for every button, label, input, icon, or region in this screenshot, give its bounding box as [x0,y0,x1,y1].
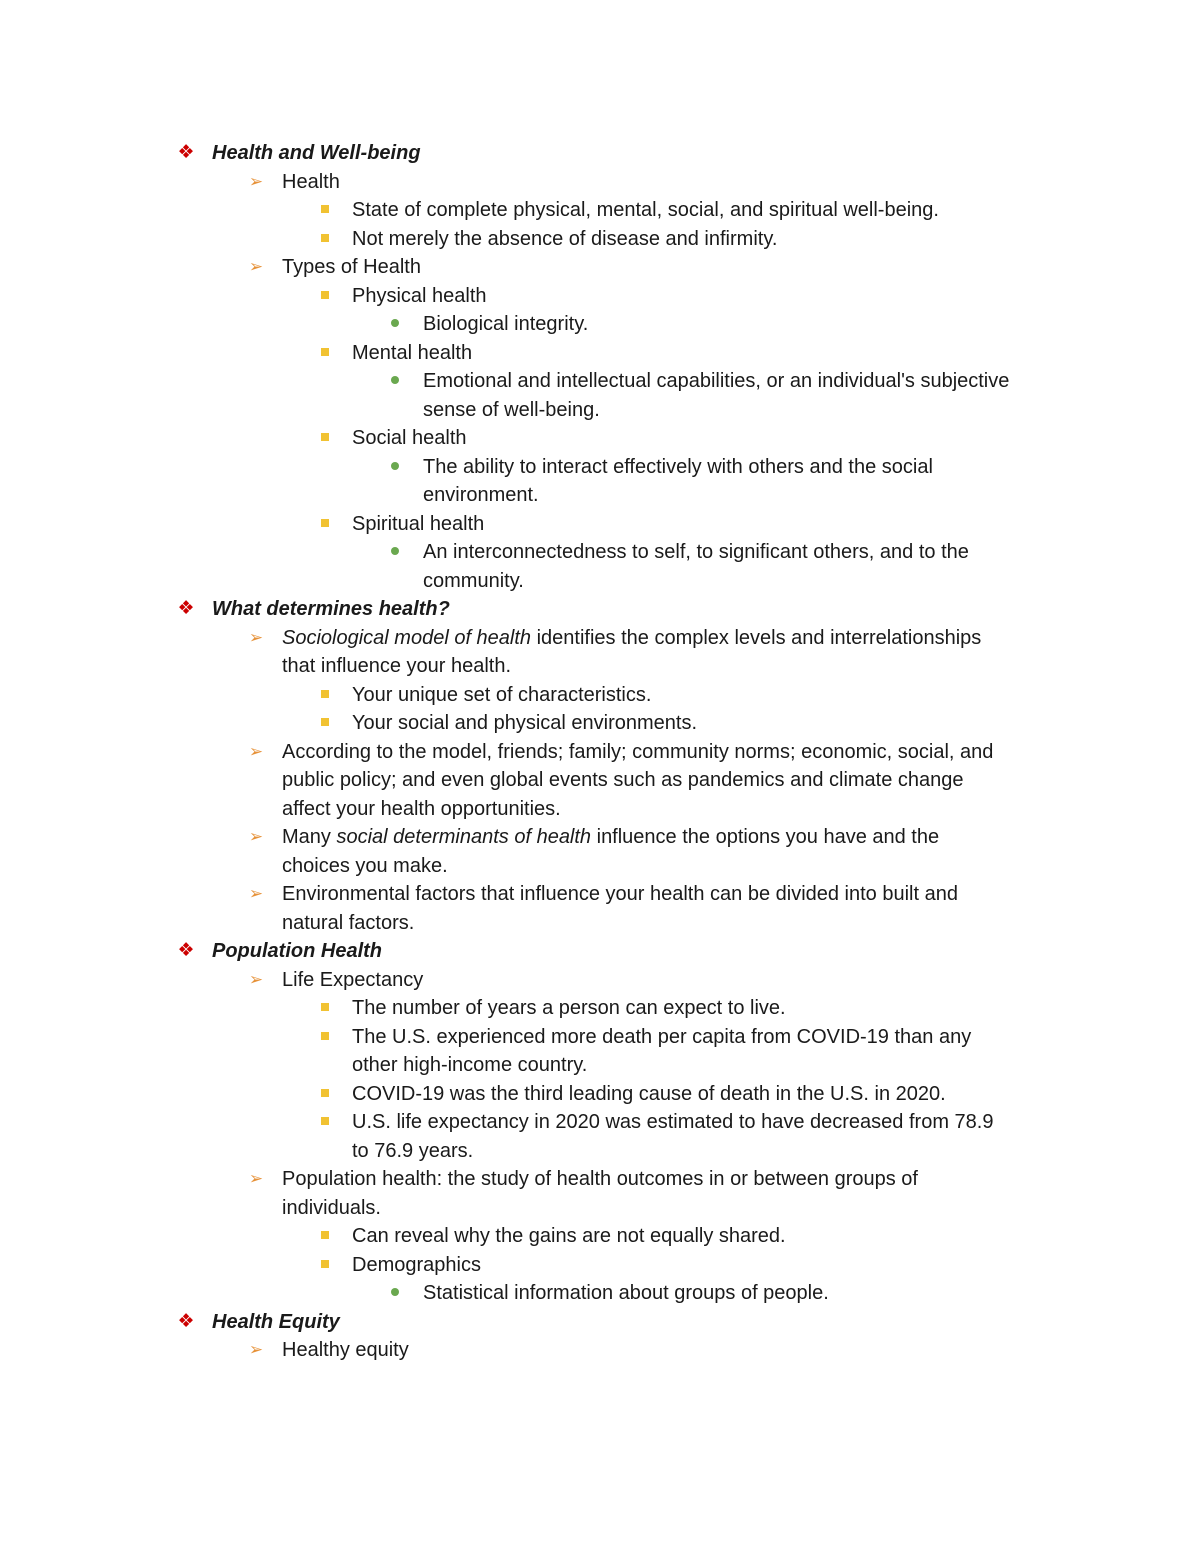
list-item: The number of years a person can expect to live. [0,994,1200,1023]
circle-bullet-icon [388,538,402,567]
list-item: Spiritual health [0,510,1200,539]
list-item: Mental health [0,339,1200,368]
list-item-continuation: choices you make. [282,854,448,877]
emphasis-text: social determinants of health [336,826,592,848]
circle-bullet-icon [388,367,402,396]
list-item-continuation: sense of well-being. [423,398,600,421]
arrowhead-bullet-icon: ➢ [248,257,264,276]
list-item: ➢ According to the model, friends; family; community norms; economic, social, and [0,738,1200,767]
square-bullet-icon [318,196,332,225]
list-item: The ability to interact effectively with others and the social [0,453,1200,482]
list-item: Social health [0,424,1200,453]
list-item: Not merely the absence of disease and infirmity. [0,225,1200,254]
emphasis-text: Sociological model of health [282,626,532,649]
list-item: Your social and physical environments. [0,709,1200,738]
list-item-continuation: individuals. [282,1196,381,1219]
list-item-continuation: natural factors. [282,911,415,934]
diamond-bullet-icon: ❖ [177,598,195,619]
square-bullet-icon [318,225,332,254]
list-item: Can reveal why the gains are not equally shared. [0,1222,1200,1251]
square-bullet-icon [318,1023,332,1052]
square-bullet-icon [318,1251,332,1280]
list-item: ➢ Environmental factors that influence your health can be divided into built and [0,880,1200,909]
square-bullet-icon [318,339,332,368]
arrowhead-bullet-icon: ➢ [248,884,264,903]
square-bullet-icon [318,1222,332,1251]
diamond-bullet-icon: ❖ [177,940,195,961]
list-item: ➢ Healthy equity [0,1336,1200,1365]
list-item: U.S. life expectancy in 2020 was estimated to have decreased from 78.9 [0,1108,1200,1137]
square-bullet-icon [318,424,332,453]
section-heading [0,139,1200,168]
list-item: Biological integrity. [0,310,1200,339]
heading-text: Health and Well-being [212,142,421,164]
square-bullet-icon [318,510,332,539]
list-item-continuation: environment. [423,484,539,506]
list-item: Your unique set of characteristics. [0,681,1200,710]
heading-text: What determines health? [212,598,450,620]
arrowhead-bullet-icon: ➢ [248,827,264,846]
circle-bullet-icon [388,453,402,482]
list-item: ➢ Sociological model of health identifies the complex levels and interrelationships [0,624,1200,653]
list-item: ➢ Population health: the study of health outcomes in or between groups of [0,1165,1200,1194]
list-item-continuation: that influence your health. [282,655,512,677]
list-item: ➢ Life Expectancy [0,966,1200,995]
square-bullet-icon [318,1108,332,1137]
diamond-bullet-icon: ❖ [177,142,195,163]
section-heading [0,937,1200,966]
square-bullet-icon [318,681,332,710]
square-bullet-icon [318,994,332,1023]
list-item-continuation: affect your health opportunities. [282,797,561,820]
heading-text: Health Equity [212,1310,340,1333]
circle-bullet-icon [388,1279,402,1308]
list-item: An interconnectedness to self, to significant others, and to the [0,538,1200,567]
list-item: The U.S. experienced more death per capita from COVID-19 than any [0,1023,1200,1052]
list-item-continuation: community. [423,569,524,592]
list-item: Demographics [0,1251,1200,1280]
arrowhead-bullet-icon: ➢ [248,741,264,761]
list-item: ➢ Types of Health [0,253,1200,282]
square-bullet-icon [318,282,332,311]
list-item: ➢ Many social determinants of health influence the options you have and the [0,823,1200,852]
heading-text: Population Health [212,940,382,962]
list-item: State of complete physical, mental, social, and spiritual well-being. [0,196,1200,225]
circle-bullet-icon [388,310,402,339]
list-item: Emotional and intellectual capabilities, or an individual's subjective [0,367,1200,396]
section-heading [0,595,1200,624]
square-bullet-icon [318,709,332,738]
list-item-continuation: other high-income country. [352,1054,588,1076]
list-item: COVID-19 was the third leading cause of death in the U.S. in 2020. [0,1080,1200,1109]
arrowhead-bullet-icon: ➢ [248,969,264,989]
arrowhead-bullet-icon: ➢ [248,171,264,191]
list-item-continuation: to 76.9 years. [352,1139,474,1162]
document-page [0,139,1200,1365]
list-item: ➢ Health [0,168,1200,197]
list-item: Statistical information about groups of people. [0,1279,1200,1308]
arrowhead-bullet-icon: ➢ [248,1169,264,1188]
arrowhead-bullet-icon: ➢ [248,1340,264,1359]
list-item: Physical health [0,282,1200,311]
diamond-bullet-icon: ❖ [177,1310,195,1332]
section-heading [0,1308,1200,1337]
list-item-continuation: public policy; and even global events such as pandemics and climate change [282,769,964,791]
square-bullet-icon [318,1080,332,1109]
arrowhead-bullet-icon: ➢ [248,627,264,647]
